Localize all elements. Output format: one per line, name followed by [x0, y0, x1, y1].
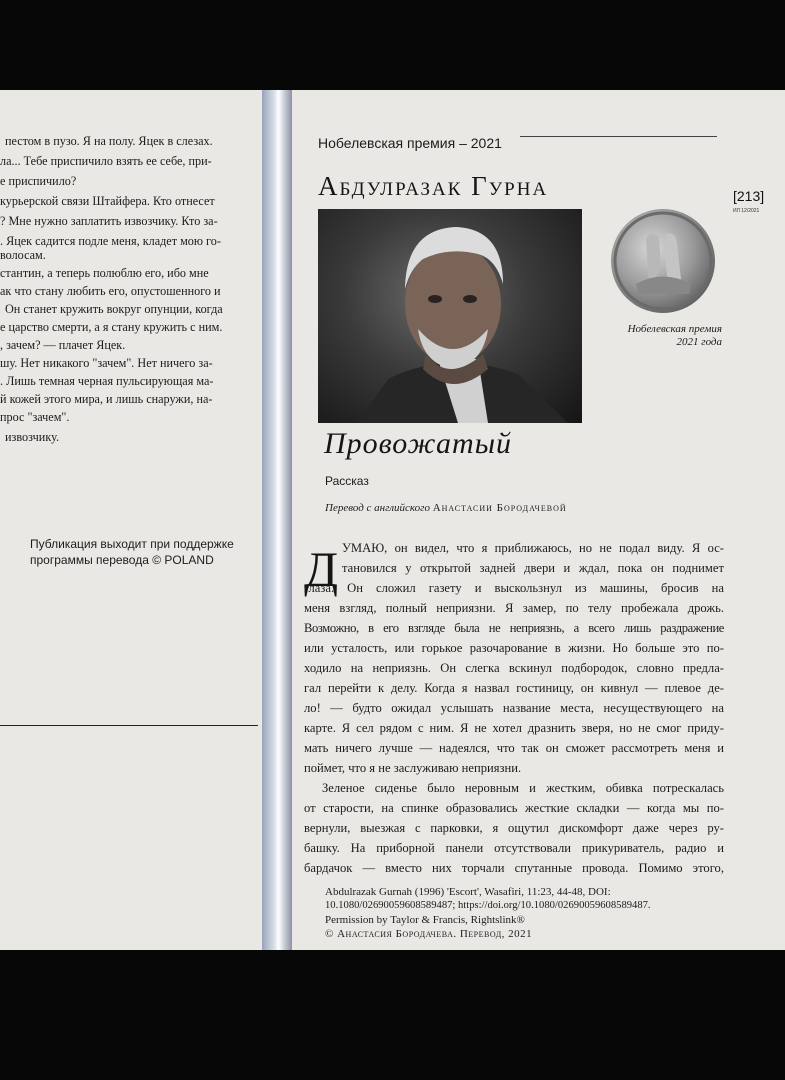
left-text-line: извозчику.	[5, 430, 59, 444]
author-photo	[318, 209, 582, 423]
body-line: ло! — будто ожидал услышать название места, несуществующего на	[304, 701, 724, 715]
translator-name: Анастасии Бородачевой	[432, 502, 567, 514]
body-line: поймет, что я не заслуживаю неприязни.	[304, 761, 522, 775]
body-line: ходило на неприязнь. Он слегка вскинул подбородок, словно предла-	[304, 661, 724, 675]
left-text-line: ? Мне нужно заплатить извозчику. Кто за-	[0, 214, 218, 228]
story-genre: Рассказ	[325, 474, 369, 488]
body-line: или усталость, или горькое разочарование в жизни. Но больше это по-	[304, 641, 724, 655]
reference-line: © Анастасия Бородачева. Перевод, 2021	[325, 928, 533, 940]
body-line: гал перейти к делу. Когда я назвал гостиницу, он кивнул — плевое де-	[304, 681, 724, 695]
left-text-line: прос "зачем".	[0, 410, 70, 424]
body-line: тановился у открытой задней двери и ждал, пока он поднимет	[342, 561, 724, 575]
section-header-rule	[520, 136, 717, 137]
translator-prefix: Перевод с английского	[325, 502, 430, 514]
nobel-medal	[611, 209, 715, 313]
medal-caption-line: Нобелевская премия	[627, 323, 722, 335]
support-note-line: Публикация выходит при поддержке	[30, 537, 234, 551]
left-text-line: е царство смерти, а я стану кружить с ним.	[0, 320, 223, 334]
left-text-line: . Яцек садится подле меня, кладет мою го-	[0, 234, 221, 248]
left-text-line: ла... Тебе приспичило взять ее себе, при-	[0, 154, 212, 168]
left-text-line: . Лишь темная черная пульсирующая ма-	[0, 374, 214, 388]
left-text-line: , зачем? — плачет Яцек.	[0, 338, 126, 352]
body-line: бардачок — вместо них торчали спутанные провода. Помимо этого,	[304, 861, 724, 875]
left-page-rule	[0, 725, 258, 726]
author-name: Абдулразак Гурна	[318, 171, 549, 201]
issue-tag: ИЛ 12/2021	[733, 208, 760, 214]
body-line: карте. Я сел рядом с ним. Я не хотел дразнить зверя, но не смог приду-	[304, 721, 724, 735]
translator-credit	[325, 502, 567, 514]
body-line: вернули, выезжая с парковки, я ощутил дискомфорт даже через ру-	[304, 821, 724, 835]
author-portrait-illustration	[318, 209, 582, 423]
reference-line: Abdulrazak Gurnah (1996) 'Escort', Wasafiri, 11:23, 44-48, DOI:	[325, 886, 611, 898]
left-page	[0, 90, 262, 950]
left-text-line: курьерской связи Штайфера. Кто отнесет	[0, 194, 215, 208]
medal-caption	[612, 323, 722, 349]
support-note-line: программы перевода © POLAND	[30, 553, 214, 567]
left-text-line: волосам.	[0, 248, 46, 262]
body-line: меня взгляд, полный неприязни. Я замер, по телу пробежала дрожь.	[304, 601, 724, 615]
left-text-line: стантин, а теперь полюблю его, ибо мне	[0, 266, 209, 280]
body-line: Зеленое сиденье было неровным и жестким, обивка потрескалась	[322, 781, 724, 795]
body-line: мать ничего лучше — надеялся, что так он сможет рассмотреть меня и	[304, 741, 724, 755]
section-header: Нобелевская премия – 2021	[318, 135, 502, 151]
drop-cap: Д	[304, 541, 339, 597]
body-line: Возможно, в его взгляде была не неприязнь, а всего лишь раздражение	[304, 621, 724, 635]
body-line: УМАЮ, он видел, что я приближаюсь, но не подал виду. Я ос-	[342, 541, 724, 555]
reference-line: Permission by Taylor & Francis, Rightslink®	[325, 914, 525, 926]
left-text-line: ак что стану любить его, опустошенного и	[0, 284, 221, 298]
medal-relief-illustration	[611, 209, 715, 313]
book-gutter	[262, 90, 292, 950]
body-line: башку. На приборной панели отсутствовали прикуриватель, радио и	[304, 841, 724, 855]
page-number: [213]	[733, 188, 765, 204]
left-text-line: шу. Нет никакого "зачем". Нет ничего за-	[0, 356, 213, 370]
story-title: Провожатый	[324, 427, 513, 460]
medal-caption-line: 2021 года	[676, 336, 722, 348]
body-line: от старости, на спинке образовались жесткие складки — когда мы по-	[304, 801, 724, 815]
left-text-line: Он станет кружить вокруг опунции, когда	[5, 302, 223, 316]
left-text-line: й кожей этого мира, и лишь снаружи, на-	[0, 392, 213, 406]
support-note	[30, 536, 234, 568]
left-text-line: е приспичило?	[0, 174, 77, 188]
reference-line: 10.1080/02690059608589487; https://doi.org/10.1080/02690059608589487.	[325, 900, 651, 911]
left-text-line: пестом в пузо. Я на полу. Яцек в слезах.	[5, 134, 213, 148]
body-line: глаза. Он сложил газету и выскользнул из машины, бросив на	[304, 581, 724, 595]
